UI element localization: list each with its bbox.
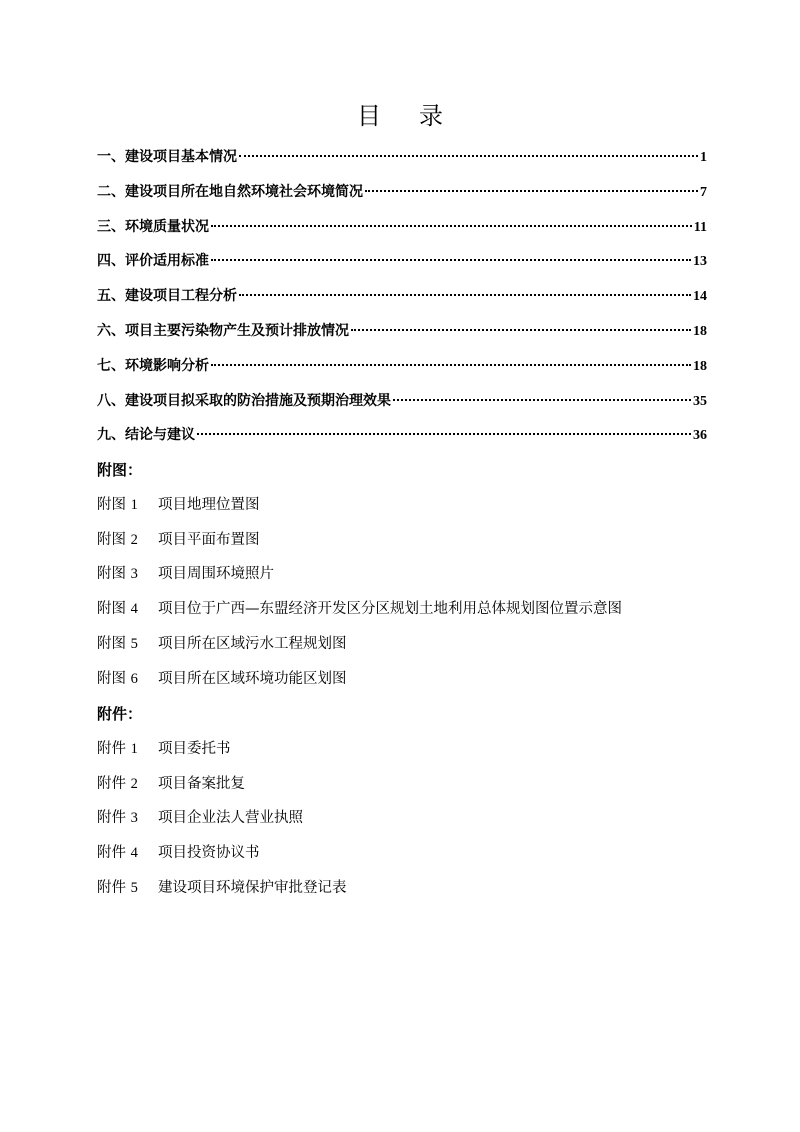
toc-dot-leader <box>211 225 692 227</box>
figure-item <box>97 627 707 662</box>
toc-dot-leader <box>239 294 691 296</box>
table-of-contents <box>97 140 707 453</box>
toc-entry-page: 11 <box>693 219 707 235</box>
attachment-item-text: 项目投资协议书 <box>158 845 260 862</box>
toc-entry-page: 35 <box>693 393 707 409</box>
toc-dot-leader <box>211 259 691 261</box>
figures-section <box>97 453 707 697</box>
toc-entry[interactable] <box>97 140 707 175</box>
figure-item-text: 项目所在区域环境功能区划图 <box>158 670 347 687</box>
toc-dot-leader <box>365 190 698 192</box>
toc-entry-label: 四、评价适用标准 <box>97 253 209 270</box>
toc-entry-page: 7 <box>700 184 707 200</box>
figure-item <box>97 488 707 523</box>
toc-entry[interactable] <box>97 175 707 210</box>
attachment-item-text: 项目委托书 <box>158 740 231 757</box>
figure-item-prefix: 附图 <box>97 635 126 652</box>
figure-item-prefix: 附图 <box>97 670 126 687</box>
toc-entry-label: 五、建设项目工程分析 <box>97 288 237 305</box>
toc-dot-leader <box>239 155 698 157</box>
attachment-item-number: 1 <box>130 740 138 757</box>
attachments-section <box>97 697 707 906</box>
figure-item <box>97 662 707 697</box>
attachment-item <box>97 801 707 836</box>
figure-item-text: 项目周围环境照片 <box>158 566 274 583</box>
toc-entry[interactable] <box>97 418 707 453</box>
figures-heading: 附图： <box>97 461 143 479</box>
attachment-item-prefix: 附件 <box>97 740 126 757</box>
page-title <box>0 100 800 132</box>
toc-entry-label: 七、环境影响分析 <box>97 357 209 374</box>
figure-item-number: 3 <box>130 566 138 583</box>
toc-entry-label: 九、结论与建议 <box>97 427 195 444</box>
toc-entry[interactable] <box>97 279 707 314</box>
figure-item <box>97 523 707 558</box>
attachment-item-prefix: 附件 <box>97 845 126 862</box>
attachment-item <box>97 767 707 802</box>
toc-entry-label: 二、建设项目所在地自然环境社会环境简况 <box>97 183 363 200</box>
toc-entry-page: 1 <box>700 150 707 165</box>
figure-item-text: 项目所在区域污水工程规划图 <box>158 635 347 652</box>
attachment-item-text: 建设项目环境保护审批登记表 <box>158 879 347 896</box>
toc-dot-leader <box>393 399 691 401</box>
toc-entry[interactable] <box>97 314 707 349</box>
page-title-char-1: 目 <box>357 102 381 130</box>
figure-item-prefix: 附图 <box>97 601 126 618</box>
toc-entry[interactable] <box>97 349 707 384</box>
attachment-item <box>97 732 707 767</box>
toc-entry-label: 一、建设项目基本情况 <box>97 149 237 165</box>
attachment-item-prefix: 附件 <box>97 810 126 827</box>
attachment-item-number: 3 <box>130 810 138 827</box>
figure-item-number: 4 <box>130 601 138 618</box>
attachment-item-text: 项目备案批复 <box>158 775 245 792</box>
attachment-item-number: 5 <box>130 879 138 896</box>
figure-item-number: 6 <box>130 670 138 687</box>
figure-item-prefix: 附图 <box>97 566 126 583</box>
attachment-item-prefix: 附件 <box>97 775 126 792</box>
figure-item-number: 5 <box>130 635 138 652</box>
figure-item-number: 1 <box>130 496 138 513</box>
toc-entry-page: 36 <box>693 428 707 444</box>
toc-entry-label: 八、建设项目拟采取的防治措施及预期治理效果 <box>97 392 391 409</box>
figure-item-text: 项目位于广西—东盟经济开发区分区规划土地利用总体规划图位置示意图 <box>158 601 622 618</box>
attachment-item-prefix: 附件 <box>97 879 126 896</box>
toc-dot-leader <box>211 364 691 366</box>
attachments-heading: 附件： <box>97 705 143 723</box>
toc-entry[interactable] <box>97 384 707 419</box>
figure-item-text: 项目平面布置图 <box>158 531 260 548</box>
toc-entry-page: 18 <box>693 358 707 374</box>
attachment-item <box>97 836 707 871</box>
page-title-char-2: 录 <box>419 102 443 130</box>
toc-entry-page: 18 <box>693 323 707 339</box>
toc-dot-leader <box>351 329 691 331</box>
figure-item-prefix: 附图 <box>97 496 126 513</box>
toc-dot-leader <box>197 433 691 435</box>
figure-item-number: 2 <box>130 531 138 548</box>
toc-entry-page: 13 <box>693 254 707 270</box>
toc-entry[interactable] <box>97 244 707 279</box>
figure-item-text: 项目地理位置图 <box>158 496 260 513</box>
figure-item <box>97 557 707 592</box>
toc-entry-label: 六、项目主要污染物产生及预计排放情况 <box>97 322 349 339</box>
attachment-item-number: 2 <box>130 775 138 792</box>
figure-item <box>97 592 707 627</box>
toc-entry-page: 14 <box>693 289 707 305</box>
toc-entry-label: 三、环境质量状况 <box>97 218 209 235</box>
attachment-item-number: 4 <box>130 845 138 862</box>
attachment-item-text: 项目企业法人营业执照 <box>158 810 303 827</box>
attachment-item <box>97 871 707 906</box>
figure-item-prefix: 附图 <box>97 531 126 548</box>
toc-entry[interactable] <box>97 210 707 245</box>
